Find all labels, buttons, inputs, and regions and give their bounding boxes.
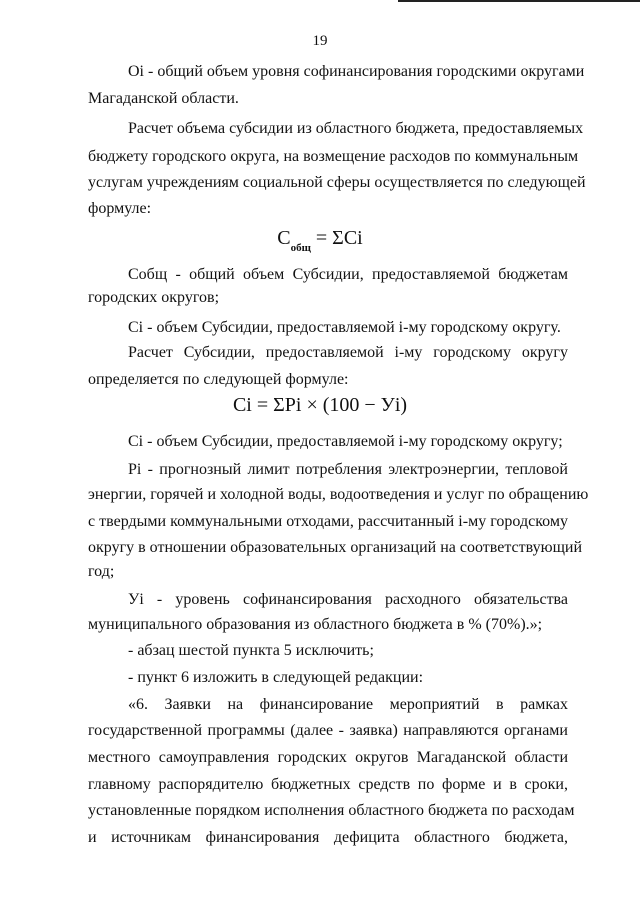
text-line: установленные порядком исполнения областного бюджета по расходам <box>88 802 575 819</box>
text-line: и источникам финансирования дефицита областного бюджета, <box>88 829 568 846</box>
text-line: городских округов; <box>88 289 220 306</box>
formula-total-c: C <box>277 227 291 249</box>
text-line: Ci - объем Субсидии, предоставляемой i-му городскому округу. <box>128 319 561 336</box>
formula-total-rest: = ΣCi <box>310 227 363 249</box>
text-line: энергии, горячей и холодной воды, водоотведения и услуг по обращению <box>88 486 589 503</box>
text-line: - абзац шестой пункта 5 исключить; <box>128 642 374 659</box>
text-line: бюджету городского округа, на возмещение расходов по коммунальным <box>88 148 579 165</box>
formula-total <box>0 226 640 258</box>
text-line: Pi - прогнозный лимит потребления электроэнергии, тепловой <box>128 461 568 478</box>
text-line: определяется по следующей формуле: <box>88 371 349 388</box>
text-line: Oi - общий объем уровня софинансирования городскими округами <box>128 63 585 80</box>
page-number: 19 <box>312 33 328 49</box>
text-line: - пункт 6 изложить в следующей редакции: <box>128 669 424 686</box>
text-line: формуле: <box>88 200 152 217</box>
top-rule <box>398 0 640 2</box>
formula-subsidy: Ci = ΣPi × (100 − Уi) <box>232 394 408 416</box>
text-line: «6. Заявки на финансирование мероприятий в рамках <box>128 696 568 713</box>
text-line: услугам учреждениям социальной сферы осуществляется по следующей <box>88 174 586 191</box>
text-line: местного самоуправления городских округов Магаданской области <box>88 749 568 766</box>
text-line: с твердыми коммунальными отходами, рассчитанный i-му городскому <box>88 513 568 530</box>
text-line: Собщ - общий объем Субсидии, предоставляемой бюджетам <box>128 266 568 283</box>
text-line: Уi - уровень софинансирования расходного обязательства <box>128 591 568 608</box>
text-line: год; <box>88 563 115 580</box>
text-line: главному распорядителю бюджетных средств по форме и в сроки, <box>88 776 568 793</box>
text-line: Магаданской области. <box>88 90 239 107</box>
text-line: округу в отношении образовательных организаций на соответствующий <box>88 539 583 556</box>
text-line: Расчет объема субсидии из областного бюджета, предоставляемых <box>128 120 584 137</box>
formula-total-sub: общ <box>290 242 311 254</box>
text-line: муниципального образования из областного бюджета в % (70%).»; <box>88 616 543 633</box>
text-line: Расчет Субсидии, предоставляемой i-му городскому округу <box>128 344 568 361</box>
text-line: государственной программы (далее - заявка) направляются органами <box>88 722 568 739</box>
text-line: Ci - объем Субсидии, предоставляемой i-му городскому округу; <box>128 433 563 450</box>
